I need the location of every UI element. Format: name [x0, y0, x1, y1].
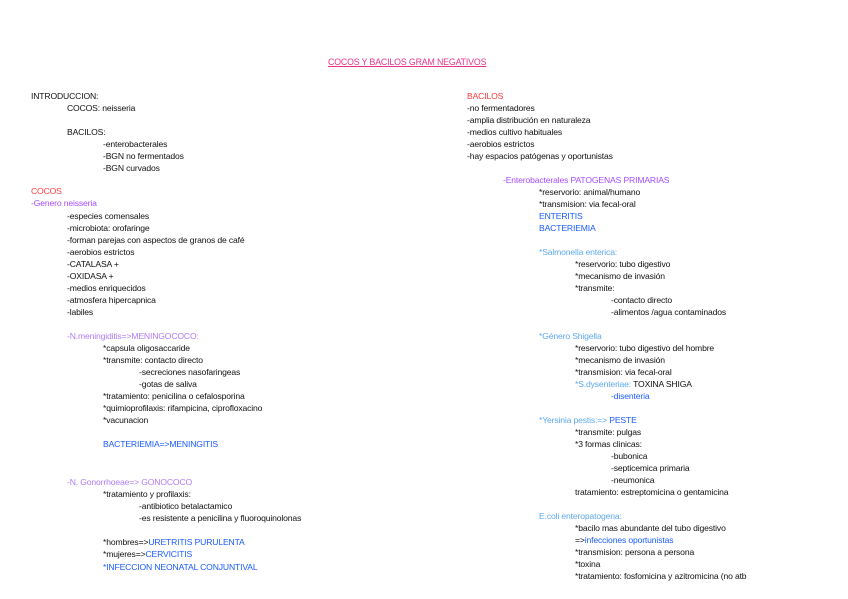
note-line: -gotas de saliva	[139, 379, 197, 389]
note-line: -secreciones nasofaringeas	[139, 367, 241, 377]
note-line: tratamiento: estreptomicina o gentamicina	[575, 487, 729, 497]
note-line: *quimioprofilaxis: rifampicina, ciprofloxacino	[103, 403, 263, 413]
note-line: -es resistente a penicilina y fluoroquinolonas	[139, 513, 302, 523]
note-line: -contacto directo	[611, 295, 672, 305]
note-fragment: URETRITIS PURULENTA	[148, 537, 245, 547]
note-line: BACTERIEMIA	[539, 223, 596, 233]
note-line: COCOS	[31, 186, 62, 196]
note-line	[539, 415, 637, 426]
note-line: *transmite:	[575, 283, 615, 293]
note-line: -aerobios estrictos	[67, 247, 135, 257]
note-line: -Enterobacterales PATOGENAS PRIMARIAS	[503, 175, 670, 185]
note-line: *capsula oligosaccaride	[103, 343, 190, 353]
note-line	[103, 537, 245, 548]
note-fragment: CERVICITIS	[145, 549, 193, 559]
note-fragment: infecciones oportunistas	[584, 535, 674, 545]
note-line: -antibiotico betalactamico	[139, 501, 233, 511]
note-line: *Género Shigella	[539, 331, 602, 341]
note-line: -septicemica primaria	[611, 463, 690, 473]
note-line: *reservorio: tubo digestivo del hombre	[575, 343, 715, 353]
note-line: -bubonica	[611, 451, 648, 461]
note-line: *transmite: contacto directo	[103, 355, 203, 365]
note-line: -disenteria	[611, 391, 650, 401]
note-line: -N. Gonorrhoeae=> GONOCOCO	[67, 477, 193, 487]
note-line: BACILOS	[467, 91, 504, 101]
note-fragment: PESTE	[609, 415, 637, 425]
note-line: -hay espacios patógenas y oportunistas	[467, 151, 613, 161]
note-line: -neumonica	[611, 475, 655, 485]
note-line: -especies comensales	[67, 211, 150, 221]
note-line: *vacunacion	[103, 415, 149, 425]
note-line: -amplia distribución en naturaleza	[467, 115, 591, 125]
note-fragment: *S.dysenteriae:	[575, 379, 632, 389]
note-line: *mecanismo de invasión	[575, 271, 665, 281]
note-line: *transmite: pulgas	[575, 427, 642, 437]
note-line: *bacilo mas abundante del tubo digestivo	[575, 523, 726, 533]
note-line: COCOS: neisseria	[67, 103, 136, 113]
note-line: -BGN curvados	[103, 163, 160, 173]
note-line: *tratamiento: fosfomicina y azitromicina (no atb	[575, 571, 747, 581]
note-fragment: *mujeres=>	[103, 549, 146, 559]
note-line: *mecanismo de invasión	[575, 355, 665, 365]
note-line: -medios enriquecidos	[67, 283, 146, 293]
note-line: BACTERIEMIA=>MENINGITIS	[103, 439, 218, 449]
note-line: -forman parejas con aspectos de granos de café	[67, 235, 245, 245]
note-line: *Salmonella enterica:	[539, 247, 618, 257]
note-line: *tratamiento: penicilina o cefalosporina	[103, 391, 245, 401]
note-line: INTRODUCCION:	[31, 91, 99, 101]
note-line: *transmision: via fecal-oral	[575, 367, 672, 377]
note-line	[103, 549, 192, 560]
note-line: *transmision: via fecal-oral	[539, 199, 636, 209]
note-line: -OXIDASA +	[67, 271, 114, 281]
note-line: *3 formas clinicas:	[575, 439, 642, 449]
note-fragment: *Yersinia pestis:=>	[539, 415, 610, 425]
note-line: -atmosfera hipercapnica	[67, 295, 156, 305]
note-line: BACILOS:	[67, 127, 106, 137]
note-line: -BGN no fermentados	[103, 151, 184, 161]
note-line	[575, 379, 692, 390]
note-fragment: TOXINA SHIGA	[631, 379, 692, 389]
note-line: *reservorio: animal/humano	[539, 187, 641, 197]
note-line: -medios cultivo habituales	[467, 127, 562, 137]
note-line: -alimentos /agua contaminados	[611, 307, 727, 317]
note-line: -no fermentadores	[467, 103, 535, 113]
note-fragment: *hombres=>	[103, 537, 149, 547]
page-title: COCOS Y BACILOS GRAM NEGATIVOS	[328, 57, 487, 67]
note-line: -N.meningiditis=>MENINGOCOCO:	[67, 331, 199, 341]
note-line: -labiles	[67, 307, 94, 317]
note-line: *transmision: persona a persona	[575, 547, 695, 557]
note-line	[575, 535, 673, 546]
note-line: -microbiota: orofaringe	[67, 223, 150, 233]
note-line: -enterobacterales	[103, 139, 168, 149]
note-line: *tratamiento y profilaxis:	[103, 489, 191, 499]
note-line: *toxina	[575, 559, 601, 569]
note-line: -CATALASA +	[67, 259, 119, 269]
note-line: ENTERITIS	[539, 211, 583, 221]
note-line: E.coli enteropatogena:	[539, 511, 622, 521]
note-fragment: =>	[575, 535, 585, 545]
note-line: *INFECCION NEONATAL CONJUNTIVAL	[103, 562, 258, 572]
note-line: *reservorio: tubo digestivo	[575, 259, 671, 269]
note-line: -aerobios estrictos	[467, 139, 535, 149]
note-line: -Genero neisseria	[31, 198, 97, 208]
